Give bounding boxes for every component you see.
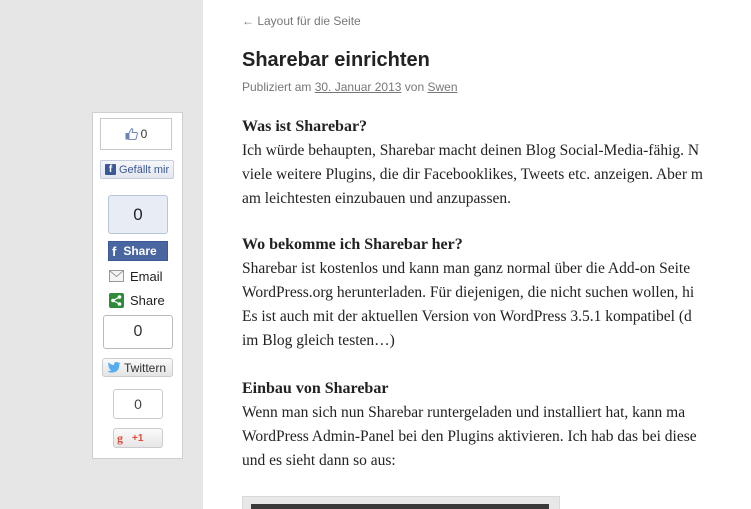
paragraph-line: Ich würde behaupten, Sharebar macht deinen Blog Social-Media-fähig. N — [242, 142, 700, 159]
gplus-count: 0 — [134, 396, 142, 412]
paragraph-line: WordPress.org herunterladen. Für diejenigen, die nicht suchen wollen, hi — [242, 284, 695, 301]
section-installation — [242, 377, 751, 473]
paragraph-line: Wenn man sich nun Sharebar runtergeladen und installiert hat, kann ma — [242, 404, 686, 421]
email-share-button[interactable] — [109, 267, 163, 285]
paragraph-line: im Blog gleich testen…) — [242, 332, 395, 349]
facebook-like-button[interactable] — [100, 160, 174, 179]
generic-share-button[interactable] — [109, 291, 165, 309]
gplus-one-button[interactable] — [113, 428, 163, 448]
section-where-to-get — [242, 233, 751, 353]
facebook-share-button[interactable] — [108, 241, 168, 261]
share-icon — [109, 293, 124, 308]
twitter-count: 0 — [133, 323, 143, 340]
section-what-is-sharebar — [242, 115, 751, 211]
paragraph-line: und es sieht dann so aus: — [242, 452, 396, 469]
email-label: Email — [130, 268, 163, 284]
paragraph-line: Es ist auch mit der aktuellen Version von WordPress 3.5.1 kompatibel (d — [242, 308, 692, 325]
facebook-like-label: Gefällt mir — [119, 163, 170, 176]
section-heading: Was ist Sharebar? — [242, 118, 368, 135]
gplus-count-box — [113, 389, 163, 419]
paragraph-line: am leichtesten einzubauen und anzupassen. — [242, 190, 511, 207]
post-date-link[interactable]: 30. Januar 2013 — [314, 80, 402, 94]
sharebar — [92, 112, 183, 459]
meta-prefix: Publiziert am — [242, 80, 315, 94]
screenshot-toolbar — [251, 504, 549, 509]
main-content — [203, 0, 751, 509]
share-label: Share — [130, 292, 165, 308]
twitter-label: Twittern — [124, 360, 167, 375]
share-count: 0 — [133, 204, 143, 224]
twitter-count-box — [103, 315, 173, 349]
section-heading: Wo bekomme ich Sharebar her? — [242, 236, 463, 253]
facebook-icon: f — [105, 164, 116, 175]
thumbs-up-icon — [125, 128, 138, 140]
section-heading: Einbau von Sharebar — [242, 380, 389, 397]
facebook-like-count: 0 — [140, 127, 148, 141]
twitter-bird-icon — [107, 362, 121, 373]
paragraph-line: WordPress Admin-Panel bei den Plugins aktivieren. Ich hab das bei diese — [242, 428, 697, 445]
post-meta — [242, 80, 458, 94]
paragraph-line: viele weitere Plugins, die dir Facebooklikes, Tweets etc. anzeigen. Aber m — [242, 166, 703, 183]
gplus-label: +1 — [132, 432, 144, 444]
facebook-share-label: Share — [123, 244, 157, 258]
google-g-icon: g — [117, 430, 123, 445]
meta-by: von — [401, 80, 428, 94]
envelope-icon — [109, 270, 124, 282]
embedded-screenshot-image — [242, 496, 560, 509]
facebook-f-icon: f — [112, 243, 117, 259]
previous-post-link[interactable]: ← Layout für die Seite — [242, 14, 361, 28]
paragraph-line: Sharebar ist kostenlos und kann man ganz normal über die Add-on Seite — [242, 260, 691, 277]
post-title: Sharebar einrichten — [242, 49, 430, 71]
facebook-like-count-box — [100, 118, 172, 150]
share-count-box — [108, 195, 168, 234]
author-link[interactable]: Swen — [427, 80, 458, 94]
twitter-tweet-button[interactable] — [102, 358, 173, 377]
